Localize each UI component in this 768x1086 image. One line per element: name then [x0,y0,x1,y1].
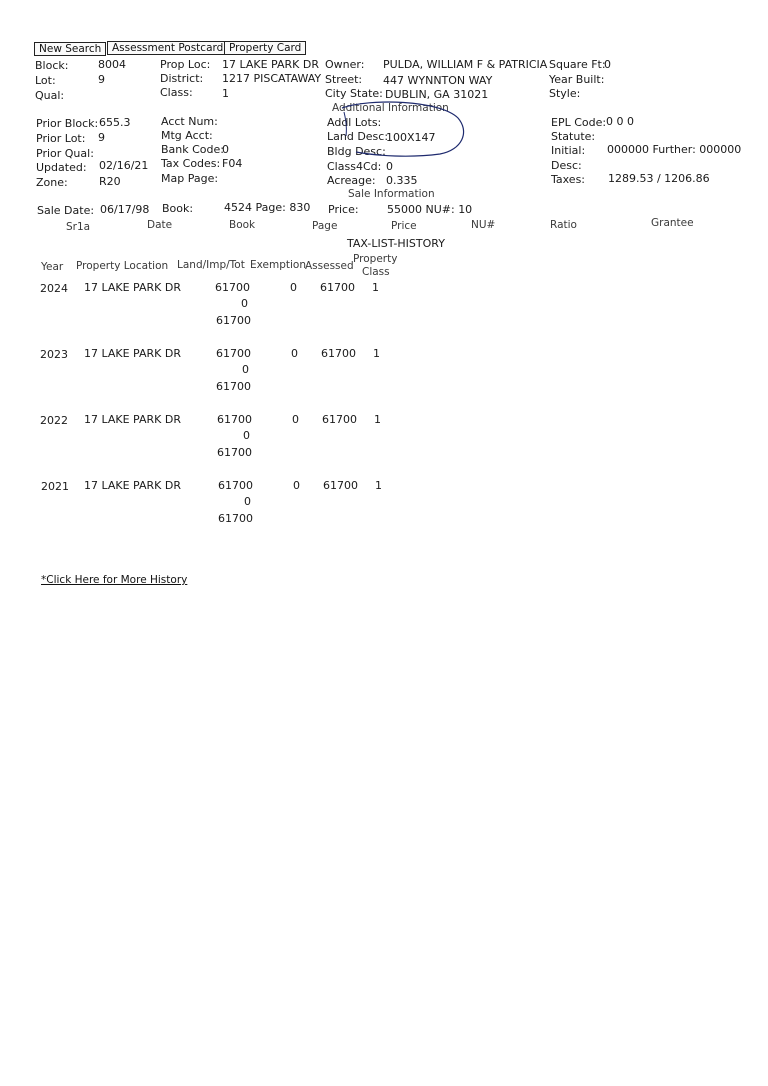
book-label: Book: [162,202,194,215]
class-label: Class: [160,86,193,99]
row-tot: 61700 [216,314,251,327]
row-location: 17 LAKE PARK DR [84,281,181,294]
lot-value: 9 [98,73,105,86]
bank-code-label: Bank Code: [161,143,224,156]
tax-history-title: TAX-LIST-HISTORY [347,237,445,250]
sale-col-date: Date [147,219,173,231]
desc-label: Desc: [551,159,582,172]
taxes-label: Taxes: [551,173,586,186]
sale-col-nu: NU# [471,219,496,231]
mtg-acct-label: Mtg Acct: [161,129,213,142]
row-tot: 61700 [217,446,252,459]
zone-value: R20 [99,175,121,188]
prior-lot-label: Prior Lot: [36,132,86,145]
prop-loc-label: Prop Loc: [160,58,211,71]
price-nu-value: 55000 NU#: 10 [387,203,473,216]
row-imp: 0 [243,429,250,442]
new-search-button[interactable]: New Search [34,42,106,56]
row-assessed: 61700 [320,281,355,294]
prop-loc-value: 17 LAKE PARK DR [222,58,319,71]
acreage-value: 0.335 [386,174,418,187]
prior-qual-label: Prior Qual: [36,147,94,160]
bldg-desc-label: Bldg Desc: [327,145,386,158]
square-ft-label: Square Ft: [549,58,606,71]
row-imp: 0 [242,363,249,376]
row-land: 61700 [218,479,253,492]
owner-value: PULDA, WILLIAM F & PATRICIA [383,58,548,71]
initial-value: 000000 Further: 000000 [607,143,742,156]
row-class: 1 [373,347,380,360]
street-label: Street: [325,73,363,86]
prior-block-value: 655.3 [99,116,131,129]
street-value: 447 WYNNTON WAY [383,74,493,87]
sale-col-sr1a: Sr1a [66,221,91,233]
epl-code-value: 0 0 0 [606,115,634,128]
year-built-label: Year Built: [549,73,605,86]
sale-col-ratio: Ratio [550,219,577,231]
addl-lots-label: Addl Lots: [327,116,382,129]
updated-label: Updated: [36,161,87,174]
row-location: 17 LAKE PARK DR [84,479,181,492]
row-class: 1 [374,413,381,426]
row-tot: 61700 [216,380,251,393]
tax-codes-label: Tax Codes: [161,157,221,170]
row-location: 17 LAKE PARK DR [84,413,181,426]
qual-label: Qual: [35,89,65,102]
epl-code-label: EPL Code: [551,116,607,129]
zone-label: Zone: [36,176,68,189]
statute-label: Statute: [551,130,596,143]
row-class: 1 [372,281,379,294]
acreage-label: Acreage: [327,174,376,187]
class-value: 1 [222,87,229,100]
city-state-label: City State: [325,87,383,100]
row-exemption: 0 [293,479,300,492]
class4cd-value: 0 [386,160,393,173]
taxes-value: 1289.53 / 1206.86 [608,172,710,185]
row-land: 61700 [217,413,252,426]
more-history-link[interactable]: *Click Here for More History [41,574,188,586]
col-property-class-line1: Property [353,253,398,265]
row-land: 61700 [215,281,250,294]
tax-codes-value: F04 [222,157,243,170]
sale-col-price: Price [391,220,417,232]
sale-col-book: Book [229,219,256,231]
col-property-class-line2: Class [362,266,390,278]
row-land: 61700 [216,347,251,360]
land-desc-value: 100X147 [386,131,436,144]
row-location: 17 LAKE PARK DR [84,347,181,360]
sale-col-page: Page [312,220,338,232]
district-label: District: [160,72,204,85]
sale-info-title: Sale Information [348,188,435,200]
prior-lot-value: 9 [98,131,105,144]
sale-date-value: 06/17/98 [100,203,150,216]
prior-block-label: Prior Block: [36,117,99,130]
row-year: 2021 [41,480,69,493]
row-assessed: 61700 [321,347,356,360]
class4cd-label: Class4Cd: [327,160,382,173]
row-tot: 61700 [218,512,253,525]
col-property-location: Property Location [76,260,169,272]
block-value: 8004 [98,58,126,71]
additional-info-title: Additional Information [332,102,449,114]
price-label: Price: [328,203,359,216]
updated-value: 02/16/21 [99,159,149,172]
acct-num-label: Acct Num: [161,115,218,128]
row-assessed: 61700 [322,413,357,426]
row-year: 2024 [40,282,68,295]
row-imp: 0 [244,495,251,508]
row-year: 2023 [40,348,68,361]
square-ft-value: 0 [604,58,611,71]
row-class: 1 [375,479,382,492]
initial-label: Initial: [551,144,586,157]
lot-label: Lot: [35,74,56,87]
col-assessed: Assessed [305,260,354,272]
sale-date-label: Sale Date: [37,204,95,217]
city-state-value: DUBLIN, GA 31021 [385,88,489,101]
row-year: 2022 [40,414,68,427]
land-desc-label: Land Desc: [327,130,389,143]
district-value: 1217 PISCATAWAY [222,72,322,85]
col-year: Year [41,261,64,273]
sale-col-grantee: Grantee [651,217,694,229]
row-exemption: 0 [291,347,298,360]
row-assessed: 61700 [323,479,358,492]
style-label: Style: [549,87,581,100]
assessment-postcard-button[interactable]: Assessment Postcard [107,41,228,55]
property-card-button[interactable]: Property Card [224,41,306,55]
col-exemption: Exemption [250,259,306,271]
row-exemption: 0 [292,413,299,426]
book-page-value: 4524 Page: 830 [224,201,311,214]
col-land-imp-tot: Land/Imp/Tot [177,259,245,271]
row-imp: 0 [241,297,248,310]
bank-code-value: 0 [222,143,229,156]
owner-label: Owner: [325,58,365,71]
row-exemption: 0 [290,281,297,294]
map-page-label: Map Page: [161,172,219,185]
block-label: Block: [35,59,69,72]
